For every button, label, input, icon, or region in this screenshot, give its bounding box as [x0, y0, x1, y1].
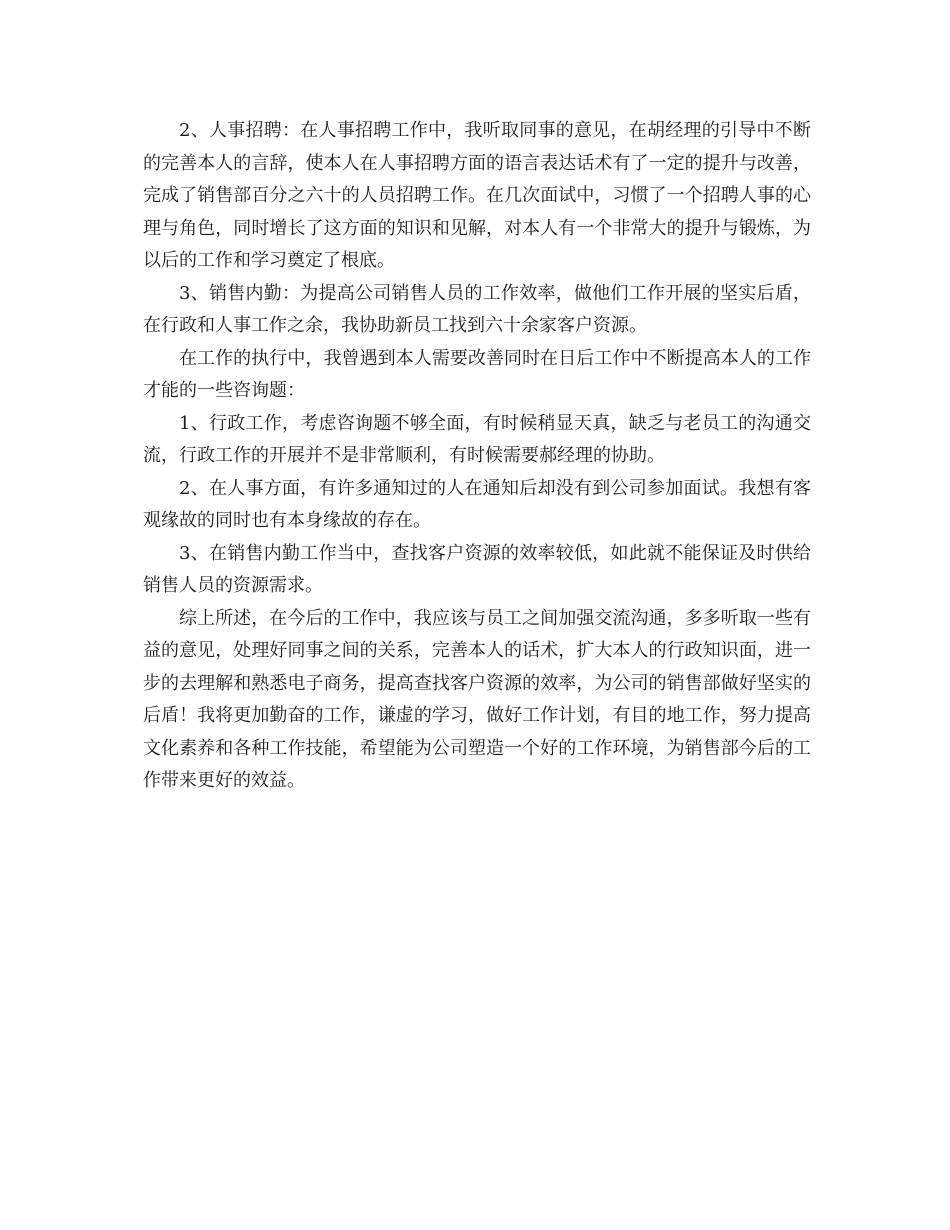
paragraph-sales-support: 3、销售内勤：为提高公司销售人员的工作效率，做他们工作开展的坚实后盾，在行政和人事工作之余，我协助新员工找到六十余家客户资源。 — [143, 282, 811, 336]
paragraph-summary: 综上所述，在今后的工作中，我应该与员工之间加强交流沟通，多多听取一些有益的意见，处理好同事之间的关系，完善本人的话术，扩大本人的行政知识面，进一步的去理解和熟悉电子商务，提高查找客户资源的效率，为公司的销售部做好坚实的后盾！我将更加勤奋的工作，谦虚的学习，做好工作计划，有目的地工作，努力提高文化素养和各种工作技能，希望能为公司塑造一个好的工作环境，为销售部今后的工作带来更好的效益。 — [143, 607, 811, 791]
paragraph-problem-hr: 2、在人事方面，有许多通知过的人在通知后却没有到公司参加面试。我想有客观缘故的同时也有本身缘故的存在。 — [143, 477, 811, 531]
paragraph-problem-sales: 3、在销售内勤工作当中，查找客户资源的效率较低，如此就不能保证及时供给销售人员的资源需求。 — [143, 542, 811, 596]
paragraph-problem-admin: 1、行政工作，考虑咨询题不够全面，有时候稍显天真，缺乏与老员工的沟通交流，行政工作的开展并不是非常顺利，有时候需要郝经理的协助。 — [143, 412, 811, 466]
document-body — [143, 115, 811, 798]
paragraph-problems-intro: 在工作的执行中，我曾遇到本人需要改善同时在日后工作中不断提高本人的工作才能的一些咨询题： — [143, 347, 811, 401]
paragraph-recruitment: 2、人事招聘：在人事招聘工作中，我听取同事的意见，在胡经理的引导中不断的完善本人的言辞，使本人在人事招聘方面的语言表达话术有了一定的提升与改善，完成了销售部百分之六十的人员招聘工作。在几次面试中，习惯了一个招聘人事的心理与角色，同时增长了这方面的知识和见解，对本人有一个非常大的提升与锻炼，为以后的工作和学习奠定了根底。 — [143, 120, 811, 271]
